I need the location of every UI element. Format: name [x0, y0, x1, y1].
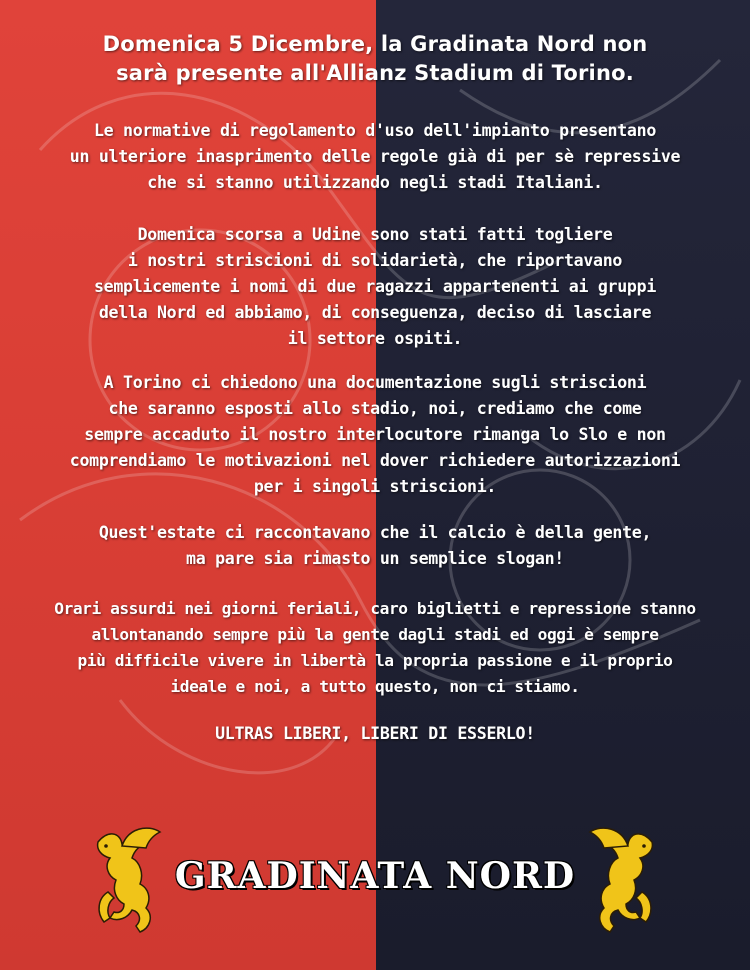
paragraph-orari — [0, 596, 750, 700]
paragraph-line: comprendiamo le motivazioni nel dover richiedere autorizzazioni — [69, 451, 681, 470]
griffin-icon — [582, 822, 662, 940]
title-line: sarà presente all'Allianz Stadium di Torino. — [116, 61, 634, 85]
paragraph-line: semplicemente i nomi di due ragazzi appartenenti ai gruppi — [93, 277, 657, 296]
paragraph-regulations — [0, 118, 750, 196]
paragraph-line: per i singoli striscioni. — [253, 477, 497, 496]
paragraph-line: della Nord ed abbiamo, di conseguenza, deciso di lasciare — [98, 303, 652, 322]
paragraph-udine — [0, 222, 750, 352]
paragraph-line: che saranno esposti allo stadio, noi, crediamo che come — [108, 399, 642, 418]
griffin-icon — [88, 822, 168, 940]
paragraph-torino — [0, 370, 750, 500]
paragraph-line: Quest'estate ci raccontavano che il calcio è della gente, — [98, 523, 652, 542]
paragraph-line: sempre accaduto il nostro interlocutore rimanga lo Slo e non — [84, 425, 666, 444]
paragraph-line: ideale e noi, a tutto questo, non ci stiamo. — [170, 677, 580, 696]
paragraph-line: il settore ospiti. — [287, 329, 463, 348]
paragraph-line: più difficile vivere in libertà la propria passione e il proprio — [77, 651, 673, 670]
paragraph-line: che si stanno utilizzando negli stadi Italiani. — [147, 173, 603, 192]
brand-name: GRADINATA NORD — [174, 855, 576, 897]
paragraph-line: i nostri striscioni di solidarietà, che riportavano — [127, 251, 623, 270]
paragraph-line: A Torino ci chiedono una documentazione sugli striscioni — [103, 373, 647, 392]
page-title — [0, 30, 750, 88]
paragraph-line: un ulteriore inasprimento delle regole già di per sè repressive — [69, 147, 681, 166]
paragraph-line: ma pare sia rimasto un semplice slogan! — [186, 549, 564, 568]
paragraph-line: Le normative di regolamento d'uso dell'impianto presentano — [93, 121, 657, 140]
paragraph-line: Domenica scorsa a Udine sono stati fatti togliere — [137, 225, 613, 244]
paragraph-line: Orari assurdi nei giorni feriali, caro biglietti e repressione stanno — [54, 599, 696, 618]
paragraph-line: allontanando sempre più la gente dagli stadi ed oggi è sempre — [91, 625, 659, 644]
closing-slogan: ULTRAS LIBERI, LIBERI DI ESSERLO! — [215, 724, 535, 743]
paragraph-slogan-remark — [0, 520, 750, 572]
title-line: Domenica 5 Dicembre, la Gradinata Nord non — [102, 32, 648, 56]
